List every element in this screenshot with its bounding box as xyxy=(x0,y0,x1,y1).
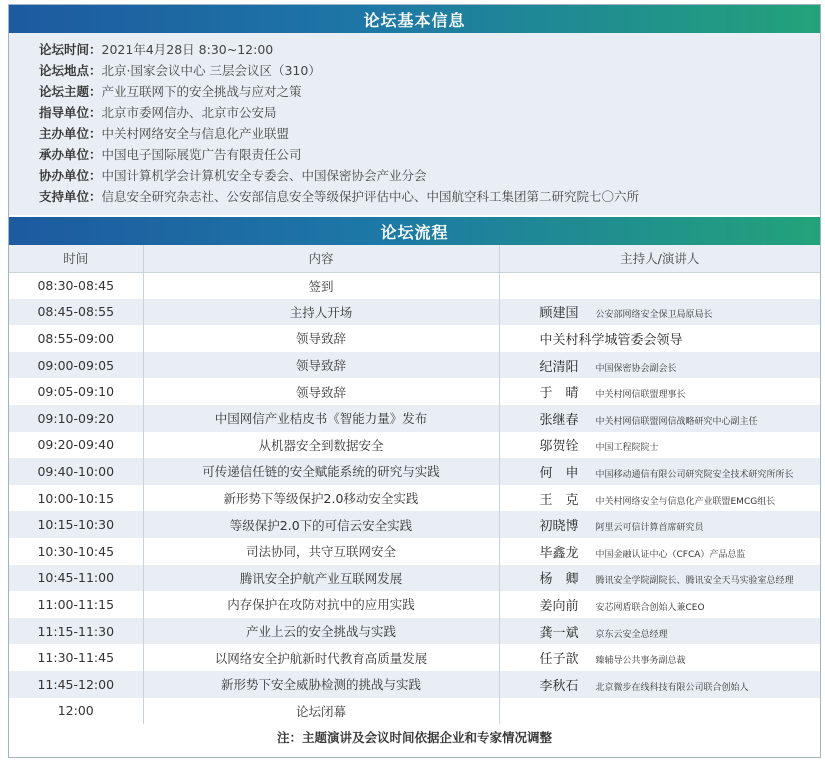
agenda-speaker xyxy=(499,378,820,405)
agenda-content: 等级保护2.0下的可信云安全实践 xyxy=(143,511,499,538)
agenda-time: 10:00-10:15 xyxy=(37,490,115,506)
info-label: 论坛地点： xyxy=(39,63,102,78)
agenda-content: 新形势下等级保护2.0移动安全实践 xyxy=(143,485,499,512)
agenda-content: 司法协同，共守互联网安全 xyxy=(143,538,499,565)
agenda-row xyxy=(9,671,820,698)
agenda-row xyxy=(9,591,820,618)
agenda-time: 09:40-10:00 xyxy=(9,458,143,485)
speaker-name: 姜向前 xyxy=(539,598,579,614)
agenda-time: 10:15-10:30 xyxy=(9,511,143,538)
info-row xyxy=(39,123,820,144)
agenda-time: 09:00-09:05 xyxy=(9,352,143,379)
agenda-time: 09:20-09:40 xyxy=(37,437,115,453)
agenda-row xyxy=(9,352,820,379)
speaker-title: 北京微步在线科技有限公司联合创始人 xyxy=(595,682,749,693)
agenda-speaker xyxy=(499,272,820,299)
speaker-name: 李秋石 xyxy=(539,678,579,694)
speaker-name: 张继春 xyxy=(539,412,579,428)
header-time: 时间 xyxy=(9,245,143,272)
agenda-time: 10:45-11:00 xyxy=(9,565,143,592)
agenda-row xyxy=(9,644,820,671)
agenda-table xyxy=(9,245,820,724)
agenda-time: 10:30-10:45 xyxy=(37,543,115,559)
agenda-speaker xyxy=(499,538,820,565)
agenda-speaker xyxy=(499,618,820,645)
info-label: 论坛时间： xyxy=(39,42,102,57)
agenda-content: 从机器安全到数据安全 xyxy=(143,432,499,459)
agenda-content: 新形势下安全威胁检测的挑战与实践 xyxy=(143,671,499,698)
speaker-name: 龚一斌 xyxy=(539,625,579,641)
info-label: 协办单位： xyxy=(39,168,102,183)
agenda-content: 领导致辞 xyxy=(143,325,499,352)
agenda-speaker xyxy=(499,485,820,512)
agenda-speaker xyxy=(499,458,820,485)
agenda-speaker xyxy=(499,511,820,538)
agenda-section-header xyxy=(9,217,820,245)
agenda-row xyxy=(9,272,820,299)
agenda-content: 领导致辞 xyxy=(143,378,499,405)
info-row xyxy=(39,165,820,186)
speaker-name: 中关村科学城管委会领导 xyxy=(539,332,683,348)
forum-info-sheet xyxy=(8,4,821,758)
agenda-content: 中国网信产业桔皮书《智能力量》发布 xyxy=(143,405,499,432)
speaker-name: 杨 卿 xyxy=(539,572,579,588)
header-speaker: 主持人/演讲人 xyxy=(499,245,820,272)
info-row xyxy=(39,186,820,207)
agenda-time: 11:00-11:15 xyxy=(37,596,115,612)
agenda-speaker xyxy=(499,565,820,592)
speaker-title: 腾讯安全学院副院长、腾讯安全天马实验室总经理 xyxy=(595,576,794,587)
agenda-time: 09:10-09:20 xyxy=(9,405,143,432)
info-section-title: 论坛基本信息 xyxy=(363,10,466,30)
info-row xyxy=(39,81,820,102)
speaker-name: 毕鑫龙 xyxy=(539,545,579,561)
info-label: 承办单位： xyxy=(39,147,102,162)
agenda-time: 11:45-12:00 xyxy=(9,671,143,698)
info-label: 论坛主题： xyxy=(39,84,102,99)
speaker-name: 顾建国 xyxy=(539,306,579,322)
speaker-title: 臻辅导公共事务副总裁 xyxy=(595,656,686,667)
agenda-content: 腾讯安全护航产业互联网发展 xyxy=(143,565,499,592)
speaker-title: 中国移动通信有限公司研究院安全技术研究所所长 xyxy=(595,469,794,480)
agenda-time: 09:05-09:10 xyxy=(37,384,115,400)
speaker-title: 京东云安全总经理 xyxy=(595,629,668,640)
agenda-speaker xyxy=(499,591,820,618)
agenda-content: 论坛闭幕 xyxy=(143,698,499,725)
agenda-speaker xyxy=(499,698,820,725)
info-row xyxy=(39,39,820,60)
agenda-footnote: 注：主题演讲及会议时间依据企业和专家情况调整 xyxy=(276,730,552,746)
agenda-content: 以网络安全护航新时代教育高质量发展 xyxy=(143,644,499,671)
agenda-speaker xyxy=(499,671,820,698)
agenda-row xyxy=(9,325,820,352)
speaker-title: 中国保密协会副会长 xyxy=(595,363,677,374)
speaker-title: 中关村网信联盟网信战略研究中心副主任 xyxy=(595,416,758,427)
agenda-row xyxy=(9,485,820,512)
agenda-time: 12:00 xyxy=(57,703,94,719)
agenda-speaker xyxy=(499,325,820,352)
agenda-row xyxy=(9,299,820,326)
speaker-title: 中关村网信联盟理事长 xyxy=(595,390,686,401)
info-row xyxy=(39,60,820,81)
agenda-row xyxy=(9,378,820,405)
speaker-title: 中关村网络安全与信息化产业联盟EMCG组长 xyxy=(595,496,776,507)
agenda-row xyxy=(9,618,820,645)
info-value: 北京市委网信办、北京市公安局 xyxy=(101,105,277,120)
speaker-name: 王 克 xyxy=(539,492,579,508)
agenda-content: 主持人开场 xyxy=(143,299,499,326)
agenda-speaker xyxy=(499,644,820,671)
speaker-name: 初晓博 xyxy=(539,519,579,535)
agenda-speaker xyxy=(499,352,820,379)
speaker-title: 安芯网盾联合创始人兼CEO xyxy=(595,602,705,613)
header-content: 内容 xyxy=(143,245,499,272)
speaker-name: 何 申 xyxy=(539,465,579,481)
speaker-title: 中国工程院院士 xyxy=(595,443,659,454)
agenda-time: 08:45-08:55 xyxy=(9,299,143,326)
speaker-name: 邬贺铨 xyxy=(539,439,579,455)
agenda-row xyxy=(9,698,820,725)
speaker-title: 阿里云可信计算首席研究员 xyxy=(595,523,704,534)
agenda-speaker xyxy=(499,432,820,459)
info-label: 主办单位： xyxy=(39,126,102,141)
agenda-content: 内存保护在攻防对抗中的应用实践 xyxy=(143,591,499,618)
info-value: 2021年4月28日 8:30~12:00 xyxy=(101,42,274,57)
speaker-name: 任子歆 xyxy=(539,652,579,668)
info-row xyxy=(39,102,820,123)
agenda-row xyxy=(9,565,820,592)
agenda-row xyxy=(9,538,820,565)
speaker-name: 于 晴 xyxy=(539,386,579,402)
agenda-row xyxy=(9,432,820,459)
info-block xyxy=(9,33,820,217)
speaker-title: 中国金融认证中心（CFCA）产品总监 xyxy=(595,549,746,560)
info-section-header xyxy=(9,5,820,33)
agenda-time: 08:55-09:00 xyxy=(37,330,115,346)
agenda-time: 11:15-11:30 xyxy=(9,618,143,645)
info-value: 信息安全研究杂志社、公安部信息安全等级保护评估中心、中国航空科工集团第二研究院七〇六所 xyxy=(101,189,640,204)
info-label: 支持单位： xyxy=(39,189,102,204)
agenda-speaker xyxy=(499,299,820,326)
info-label: 指导单位： xyxy=(39,105,102,120)
info-value: 中关村网络安全与信息化产业联盟 xyxy=(101,126,290,141)
info-value: 产业互联网下的安全挑战与应对之策 xyxy=(101,84,302,99)
agenda-speaker xyxy=(499,405,820,432)
info-row xyxy=(39,144,820,165)
agenda-content: 领导致辞 xyxy=(143,352,499,379)
agenda-time: 11:30-11:45 xyxy=(37,650,115,666)
agenda-row xyxy=(9,405,820,432)
agenda-header-row xyxy=(9,245,820,272)
speaker-title: 公安部网络安全保卫局原局长 xyxy=(595,310,713,321)
info-value: 北京·国家会议中心 三层会议区（310） xyxy=(101,63,321,78)
agenda-content: 可传递信任链的安全赋能系统的研究与实践 xyxy=(143,458,499,485)
agenda-row xyxy=(9,458,820,485)
agenda-time: 08:30-08:45 xyxy=(37,278,115,294)
agenda-content: 产业上云的安全挑战与实践 xyxy=(143,618,499,645)
agenda-row xyxy=(9,511,820,538)
agenda-content: 签到 xyxy=(143,272,499,299)
agenda-section-title: 论坛流程 xyxy=(380,222,449,242)
info-value: 中国计算机学会计算机安全专委会、中国保密协会产业分会 xyxy=(101,168,427,183)
info-value: 中国电子国际展览广告有限责任公司 xyxy=(101,147,302,162)
speaker-name: 纪清阳 xyxy=(539,359,579,375)
